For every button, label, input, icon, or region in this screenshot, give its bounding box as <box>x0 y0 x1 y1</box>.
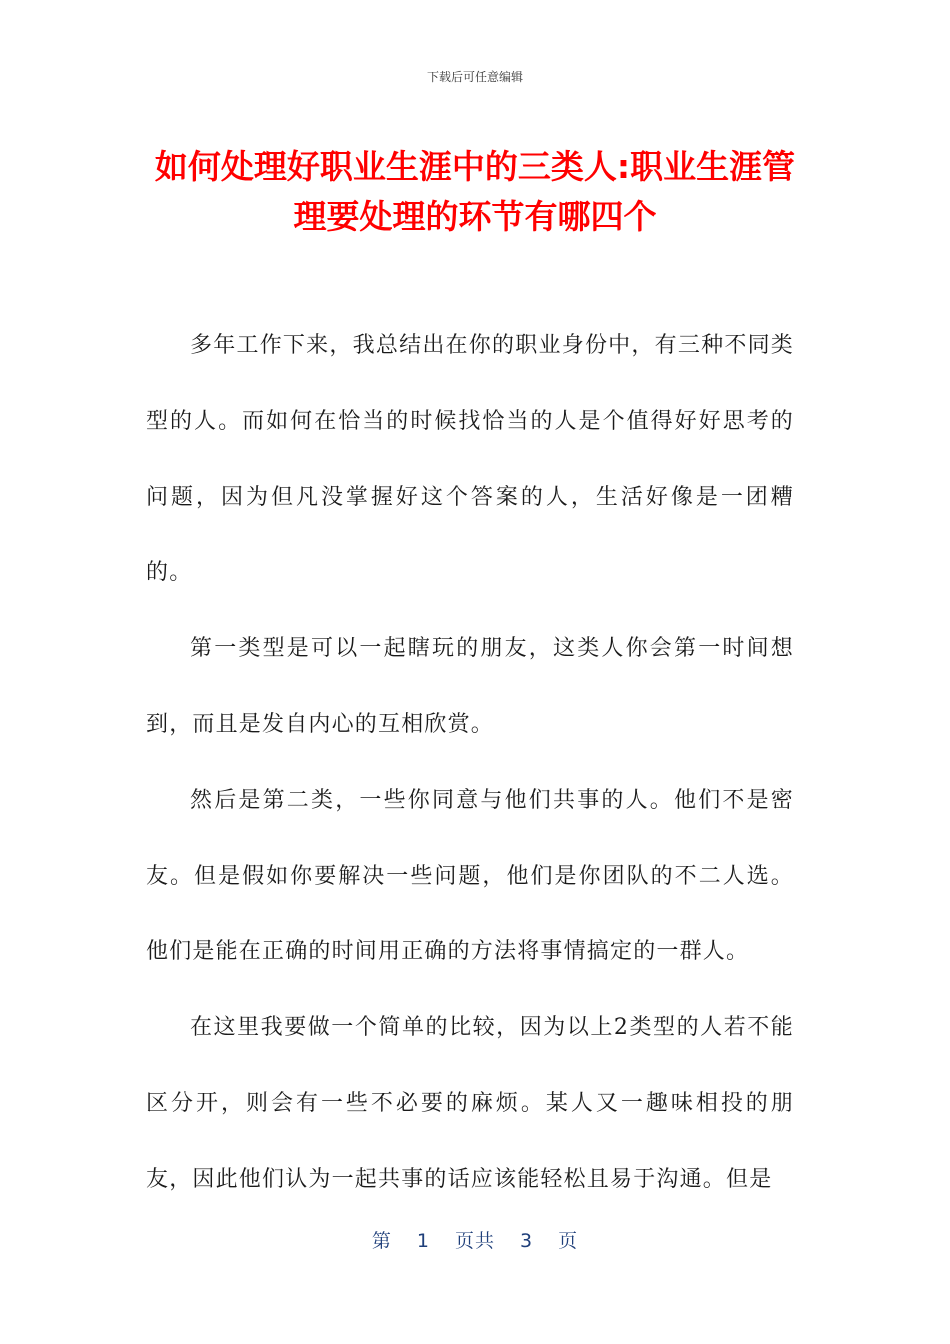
page-number-footer: 第 1 页共 3 页 <box>371 1230 579 1252</box>
document-body <box>146 308 794 1218</box>
paragraph: 在这里我要做一个简单的比较，因为以上2类型的人若不能区分开，则会有一些不必要的麻烦。某人又一趣味相投的朋友，因此他们认为一起共事的话应该能轻松且易于沟通。但是 <box>146 1015 794 1192</box>
paragraph: 然后是第二类，一些你同意与他们共事的人。他们不是密友。但是假如你要解决一些问题，他们是你团队的不二人选。他们是能在正确的时间用正确的方法将事情搞定的一群人。 <box>146 787 794 965</box>
document-title: 如何处理好职业生涯中的三类人:职业生涯管理要处理的环节有哪四个 <box>154 147 796 236</box>
paragraph: 第一类型是可以一起瞎玩的朋友，这类人你会第一时间想到，而且是发自内心的互相欣赏。 <box>146 636 794 737</box>
paragraph: 多年工作下来，我总结出在你的职业身份中，有三种不同类型的人。而如何在恰当的时候找恰当的人是个值得好好思考的问题，因为但凡没掌握好这个答案的人，生活好像是一团糟的。 <box>146 333 794 586</box>
header-note: 下载后可任意编辑 <box>426 70 523 84</box>
